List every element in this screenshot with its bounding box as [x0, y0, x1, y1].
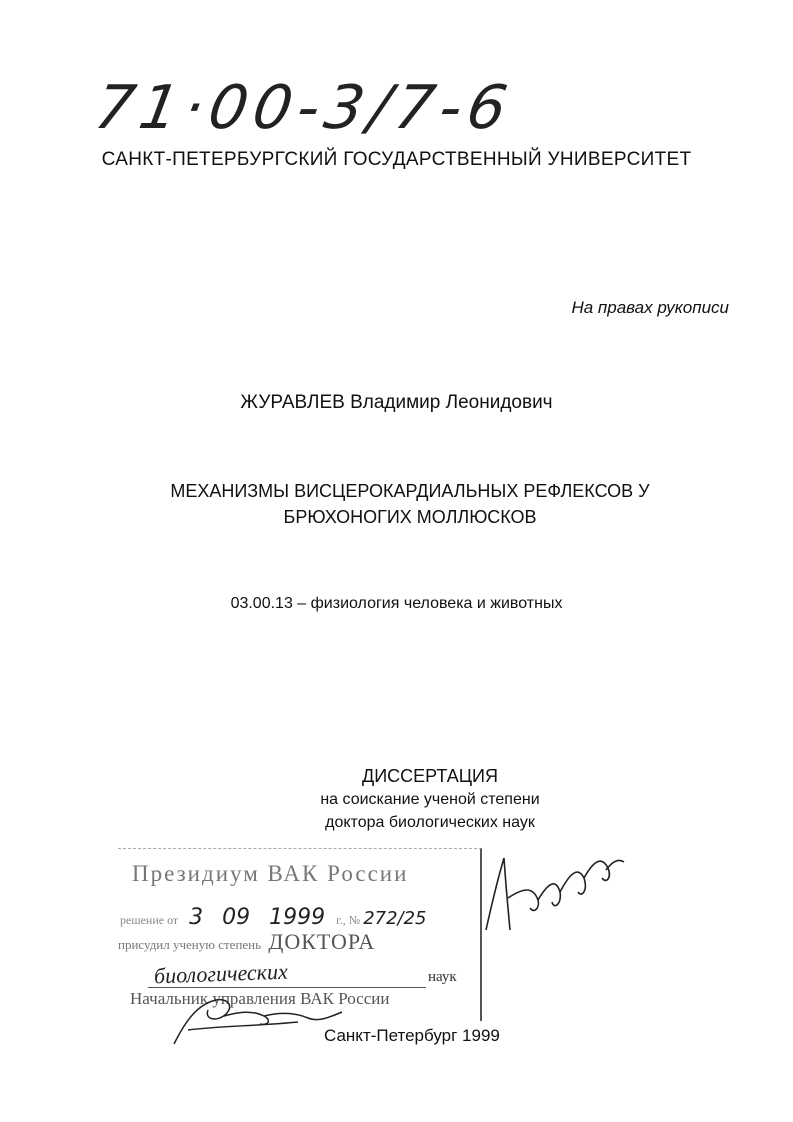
- title-line-2: БРЮХОНОГИХ МОЛЛЮСКОВ: [283, 507, 537, 527]
- specialty-code: 03.00.13 – физиология человека и животных: [230, 595, 563, 612]
- title-line-1: МЕХАНИЗМЫ ВИСЦЕРОКАРДИАЛЬНЫХ РЕФЛЕКСОВ У: [170, 481, 650, 501]
- stamp-footer: Начальник управления ВАК России: [130, 989, 390, 1008]
- city-and-year: Санкт-Петербург 1999: [324, 1026, 500, 1045]
- stamp-date-month: 09: [222, 905, 251, 930]
- stamp-decision-line: [120, 905, 427, 930]
- stamp-date-year: 1999: [269, 905, 326, 930]
- author-name: ЖУРАВЛЕВ Владимир Леонидович: [240, 392, 553, 413]
- dissertation-heading: ДИССЕРТАЦИЯ: [362, 766, 498, 786]
- vak-approval-stamp: [118, 848, 482, 1021]
- stamp-awarded-text: присудил ученую степень: [118, 937, 262, 952]
- stamp-header: Президиум ВАК России: [132, 861, 409, 886]
- stamp-degree: ДОКТОРА: [268, 929, 376, 954]
- stamp-decision-label: решение от: [120, 913, 179, 927]
- author-signature: [478, 848, 628, 938]
- rights-note: На правах рукописи: [571, 298, 729, 317]
- stamp-field-handwritten: биологических: [153, 958, 289, 989]
- dissertation-field-line: доктора биологических наук: [325, 814, 535, 831]
- stamp-field-underline: [148, 987, 426, 988]
- stamp-year-suffix: г., №: [336, 913, 361, 927]
- stamp-decision-number: 272/25: [363, 908, 427, 929]
- dissertation-degree-line: на соискание ученой степени: [320, 791, 540, 808]
- stamp-date-day: 3: [189, 905, 204, 930]
- dissertation-title: [130, 478, 690, 530]
- stamp-awarded-line: [118, 929, 375, 955]
- handwritten-catalog-number: 71·00-3/7-6: [89, 73, 518, 143]
- stamp-field-suffix: наук: [428, 969, 457, 985]
- university-name: САНКТ-ПЕТЕРБУРГСКИЙ ГОСУДАРСТВЕННЫЙ УНИВЕРСИТЕТ: [101, 149, 692, 170]
- dissertation-block: [230, 764, 630, 834]
